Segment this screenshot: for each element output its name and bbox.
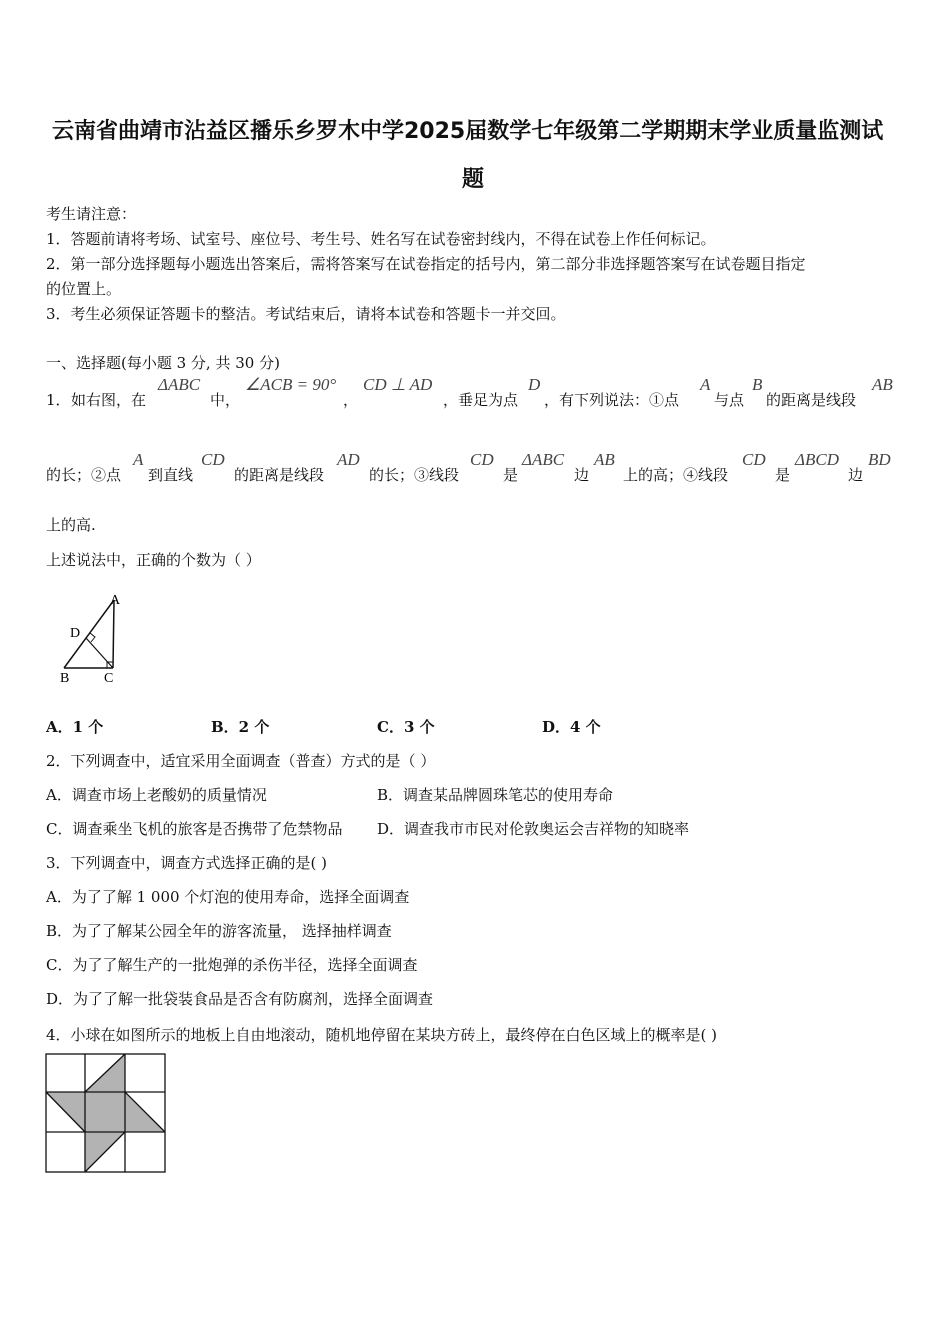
q2-stem: 2．下列调查中，适宜采用全面调查（普查）方式的是（ ） [46, 752, 436, 770]
q1-math-6: B [752, 375, 763, 394]
q1-math-1: ΔABC [158, 375, 201, 394]
notice-item-1: 1．答题前请将考场、试室号、座位号、考生号、姓名写在试卷密封线内，不得在试卷上作任何标记。 [46, 230, 716, 248]
q4-stem: 4．小球在如图所示的地板上自由地滚动，随机地停留在某块方砖上，最终停在白色区域上的概率是( ) [46, 1026, 718, 1044]
q3-option-c[interactable]: C．为了了解生产的一批炮弹的杀伤半径，选择全面调查 [46, 956, 418, 974]
q1-text-10: 的距离是线段 [234, 466, 325, 484]
q1-math-13: AB [594, 450, 615, 469]
q1-text-13: 边 [574, 466, 590, 484]
q1-math-15: ΔBCD [795, 450, 839, 469]
q1-math-16: BD [868, 450, 891, 469]
q1-math-14: CD [742, 450, 766, 469]
q1-text-4: ，垂足为点 [443, 391, 519, 409]
q3-option-a[interactable]: A．为了了解 1 000 个灯泡的使用寿命，选择全面调查 [46, 888, 410, 906]
notice-heading: 考生请注意： [46, 205, 137, 223]
q1-text-8: 的长；②点 [46, 466, 122, 484]
q2-option-a[interactable]: A．调查市场上老酸奶的质量情况 [46, 786, 267, 804]
notice-item-3: 3．考生必须保证答题卡的整洁。考试结束后，请将本试卷和答题卡一并交回。 [46, 305, 566, 323]
q1-text-15: 是 [775, 466, 791, 484]
q1-number: 1． [46, 391, 71, 409]
label-c: C [104, 671, 114, 686]
q1-text-6: 与点 [714, 391, 745, 409]
right-angle-mark-d [90, 633, 95, 642]
q3-option-b[interactable]: B．为了了解某公园全年的游客流量， 选择抽样调查 [46, 922, 392, 940]
q1-text-9: 到直线 [148, 466, 194, 484]
q1-math-7: AB [872, 375, 893, 394]
q1-text-12: 是 [503, 466, 519, 484]
q2-option-c[interactable]: C．调查乘坐飞机的旅客是否携带了危禁物品 [46, 820, 343, 838]
segment-cd [86, 638, 113, 668]
q1-text-5: ，有下列说法：①点 [544, 391, 680, 409]
q1-math-8: A [133, 450, 144, 469]
q1-text-16: 边 [848, 466, 864, 484]
page-title-continued: 题 [462, 167, 485, 192]
notice-item-2: 2．第一部分选择题每小题选出答案后，需将答案写在试卷指定的括号内，第二部分非选择题答案写在试卷题目指定 [46, 255, 806, 273]
q1-prompt: 上述说法中，正确的个数为（ ） [46, 551, 261, 569]
q1-text-1: 如右图，在 [71, 391, 147, 409]
q1-option-c[interactable]: C．3 个 [377, 718, 435, 736]
label-d: D [70, 626, 81, 641]
segment-ac [113, 600, 114, 668]
q1-text-7: 的距离是线段 [766, 391, 857, 409]
q1-math-2: ∠ACB = 90° [245, 375, 337, 394]
page-title: 云南省曲靖市沾益区播乐乡罗木中学2025届数学七年级第二学期期末学业质量监测试 [52, 119, 884, 144]
q1-math-11: CD [470, 450, 494, 469]
section-heading: 一、选择题(每小题 3 分, 共 30 分) [46, 354, 280, 372]
q1-text-3: ， [343, 391, 359, 409]
q1-math-10: AD [337, 450, 360, 469]
q3-stem: 3．下列调查中，调查方式选择正确的是( ) [46, 854, 328, 872]
q2-option-d[interactable]: D．调查我市市民对伦敦奥运会吉祥物的知晓率 [377, 820, 690, 838]
q1-text-14: 上的高；④线段 [623, 466, 729, 484]
q1-math-9: CD [201, 450, 225, 469]
label-b: B [60, 671, 70, 686]
q1-option-a[interactable]: A．1 个 [46, 718, 104, 736]
q1-math-5: A [700, 375, 711, 394]
q4-floor-grid-figure [44, 1052, 168, 1176]
q1-option-d[interactable]: D．4 个 [542, 718, 601, 736]
q2-option-b[interactable]: B．调查某品牌圆珠笔芯的使用寿命 [377, 786, 614, 804]
q1-option-b[interactable]: B．2 个 [211, 718, 270, 736]
shaded-center-square [85, 1092, 125, 1132]
notice-item-2-cont: 的位置上。 [46, 280, 122, 298]
q1-text-2: 中， [210, 391, 241, 409]
q3-option-d[interactable]: D．为了了解一批袋装食品是否含有防腐剂，选择全面调查 [46, 990, 434, 1008]
q1-math-12: ΔABC [522, 450, 565, 469]
q1-math-4: D [528, 375, 541, 394]
q1-text-17: 上的高. [46, 516, 96, 534]
q1-math-3: CD ⊥ AD [363, 375, 433, 394]
q1-triangle-figure [46, 588, 136, 688]
q1-text-11: 的长；③线段 [369, 466, 460, 484]
label-a: A [110, 593, 121, 608]
